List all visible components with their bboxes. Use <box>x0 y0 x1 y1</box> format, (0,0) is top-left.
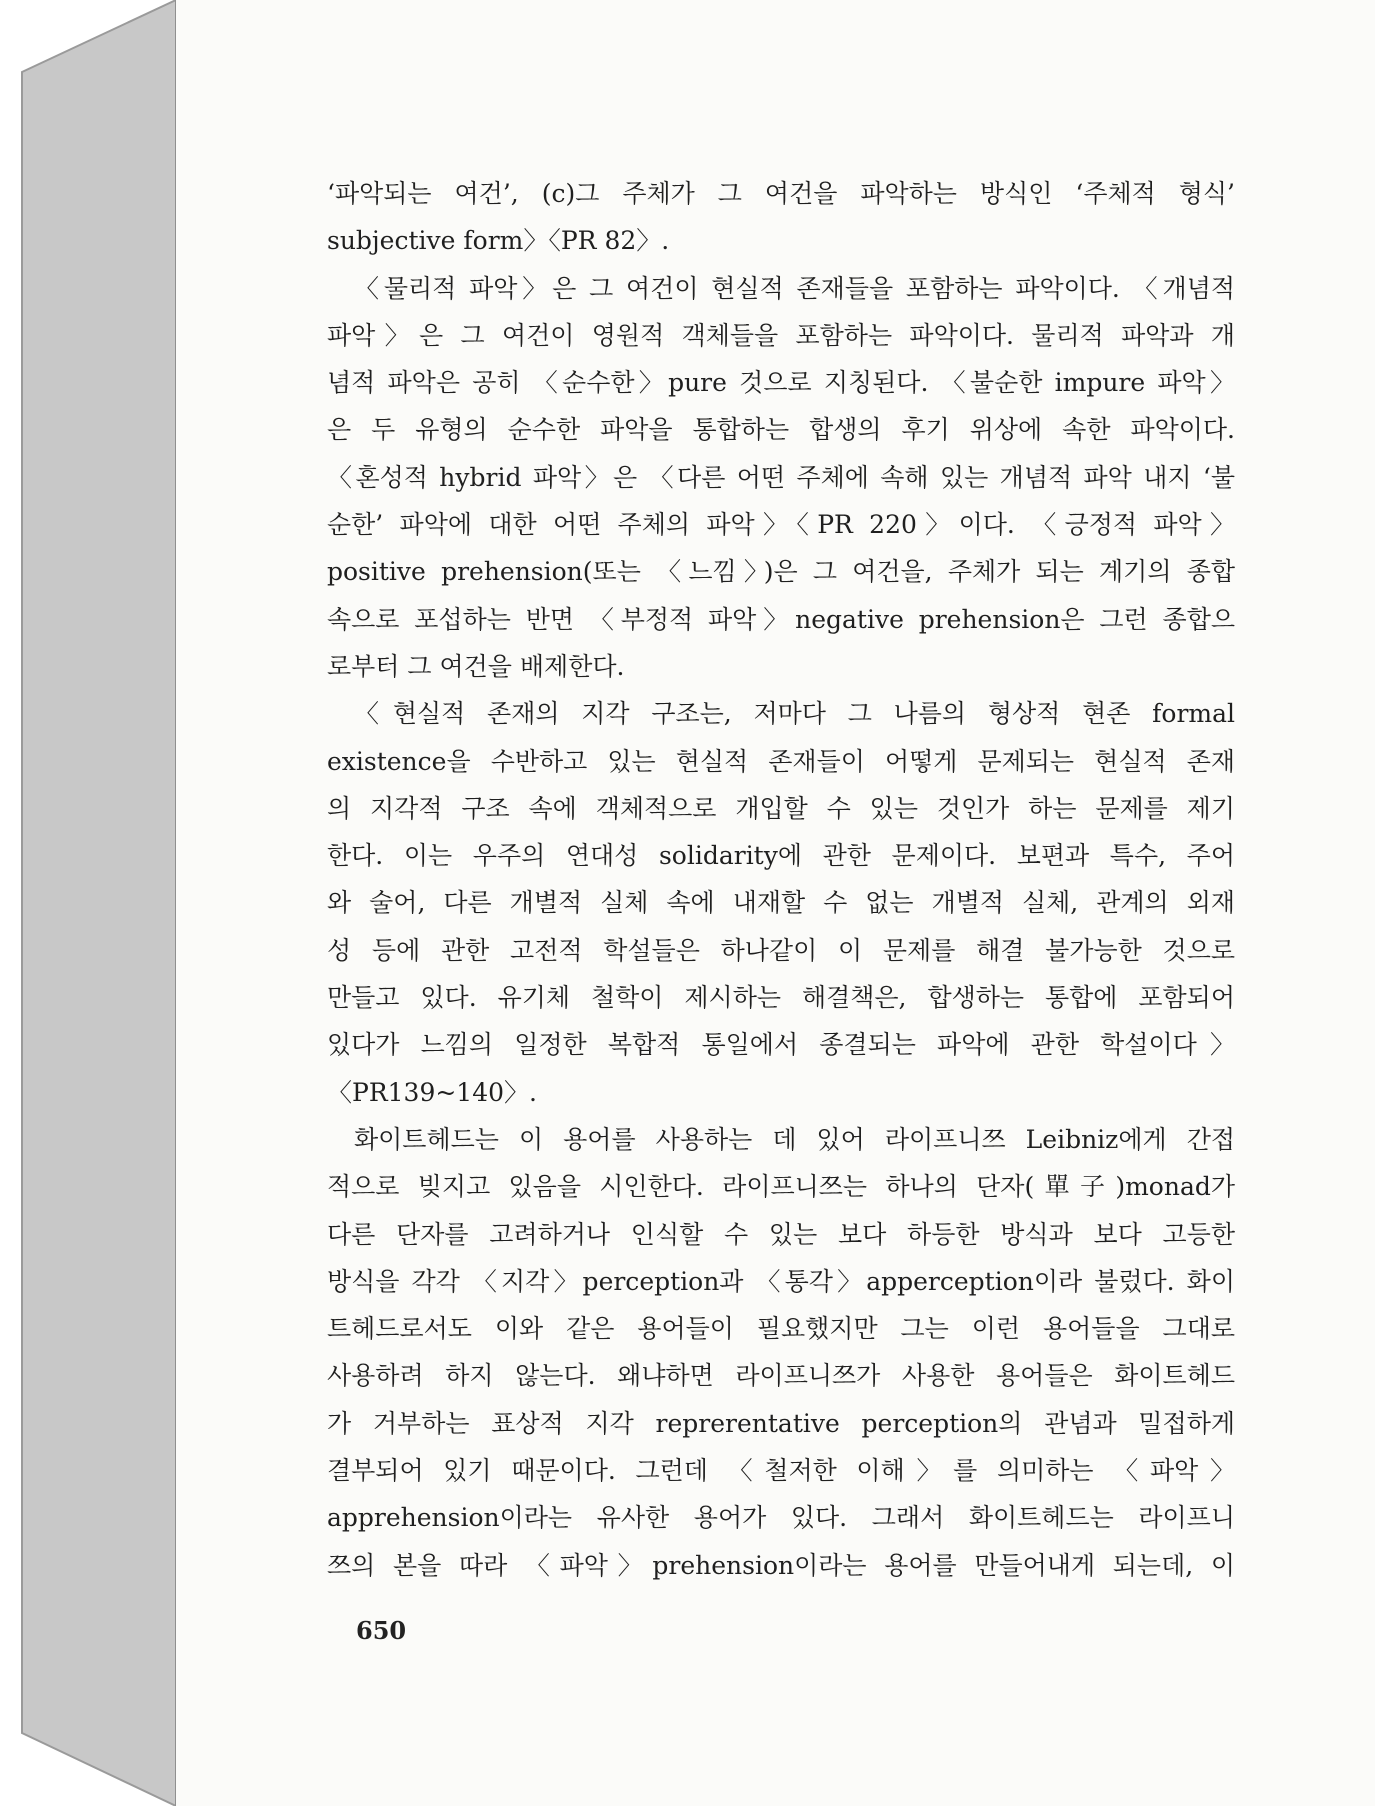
text-line: 사용하려 하지 않는다. 왜냐하면 라이프니쯔가 사용한 용어들은 화이트헤드 <box>327 1361 1235 1391</box>
text-line: 성 등에 관한 고전적 학설들은 하나같이 이 문제를 해결 불가능한 것으로 <box>327 935 1235 965</box>
text-line: 순한’ 파악에 대한 어떤 주체의 파악〉〈PR 220〉이다. 〈긍정적 파악〉 <box>327 510 1235 540</box>
text-line: subjective form〉〈PR 82〉. <box>327 226 670 256</box>
text-line: 적으로 빚지고 있음을 시인한다. 라이프니쯔는 하나의 단자(單子)monad가 <box>327 1172 1235 1202</box>
text-line: 로부터 그 여건을 배제한다. <box>327 651 625 681</box>
text-line: 방식을 각각 〈지각〉perception과 〈통각〉apperception이라 불렀다. 화이 <box>327 1266 1235 1296</box>
text-line: 의 지각적 구조 속에 객체적으로 개입할 수 있는 것인가 하는 문제를 제기 <box>327 793 1235 823</box>
page-number: 650 <box>356 1616 407 1645</box>
text-line: 〈PR139~140〉. <box>327 1077 537 1107</box>
text-line: 결부되어 있기 때문이다. 그런데 〈철저한 이해〉를 의미하는 〈파악〉 <box>327 1456 1235 1486</box>
page-body-text <box>327 170 1235 1589</box>
text-line: ‘파악되는 여건’, (c)그 주체가 그 여건을 파악하는 방식인 ‘주체적 형식’ <box>327 179 1235 208</box>
text-line: 있다가 느낌의 일정한 복합적 통일에서 종결되는 파악에 관한 학설이다〉 <box>327 1030 1235 1060</box>
text-line: 와 술어, 다른 개별적 실체 속에 내재할 수 없는 개별적 실체, 관계의 외재 <box>327 888 1235 918</box>
text-line: 트헤드로서도 이와 같은 용어들이 필요했지만 그는 이런 용어들을 그대로 <box>327 1314 1235 1344</box>
text-line: 은 두 유형의 순수한 파악을 통합하는 합생의 후기 위상에 속한 파악이다. <box>327 415 1235 445</box>
text-line: 념적 파악은 공히 〈순수한〉pure 것으로 지칭된다. 〈불순한 impure 파악〉 <box>327 368 1235 398</box>
text-line: 만들고 있다. 유기체 철학이 제시하는 해결책은, 합생하는 통합에 포함되어 <box>327 983 1235 1013</box>
text-line: 〈현실적 존재의 지각 구조는, 저마다 그 나름의 형상적 현존 formal <box>354 699 1235 729</box>
text-line: 〈물리적 파악〉은 그 여건이 현실적 존재들을 포함하는 파악이다. 〈개념적 <box>354 273 1235 303</box>
text-line: 화이트헤드는 이 용어를 사용하는 데 있어 라이프니쯔 Leibniz에게 간접 <box>354 1124 1235 1154</box>
text-line: apprehension이라는 유사한 용어가 있다. 그래서 화이트헤드는 라이프니 <box>327 1503 1235 1533</box>
text-line: 〈혼성적 hybrid 파악〉은 〈다른 어떤 주체에 속해 있는 개념적 파악 내지 ‘불 <box>327 462 1235 492</box>
book-side <box>22 0 176 1806</box>
text-line: 다른 단자를 고려하거나 인식할 수 있는 보다 하등한 방식과 보다 고등한 <box>327 1219 1235 1249</box>
text-line: 가 거부하는 표상적 지각 reprerentative perception의 관념과 밀접하게 <box>327 1408 1235 1438</box>
text-line: 쯔의 본을 따라 〈파악〉prehension이라는 용어를 만들어내게 되는데, 이 <box>327 1550 1235 1580</box>
text-line: positive prehension(또는 〈느낌〉)은 그 여건을, 주체가 되는 계기의 종합 <box>327 557 1235 587</box>
text-line: 속으로 포섭하는 반면 〈부정적 파악〉negative prehension은 그런 종합으 <box>327 604 1235 634</box>
text-line: existence을 수반하고 있는 현실적 존재들이 어떻게 문제되는 현실적 존재 <box>327 746 1235 776</box>
text-line: 한다. 이는 우주의 연대성 solidarity에 관한 문제이다. 보편과 특수, 주어 <box>327 841 1235 871</box>
text-line: 파악〉은 그 여건이 영원적 객체들을 포함하는 파악이다. 물리적 파악과 개 <box>327 320 1235 350</box>
